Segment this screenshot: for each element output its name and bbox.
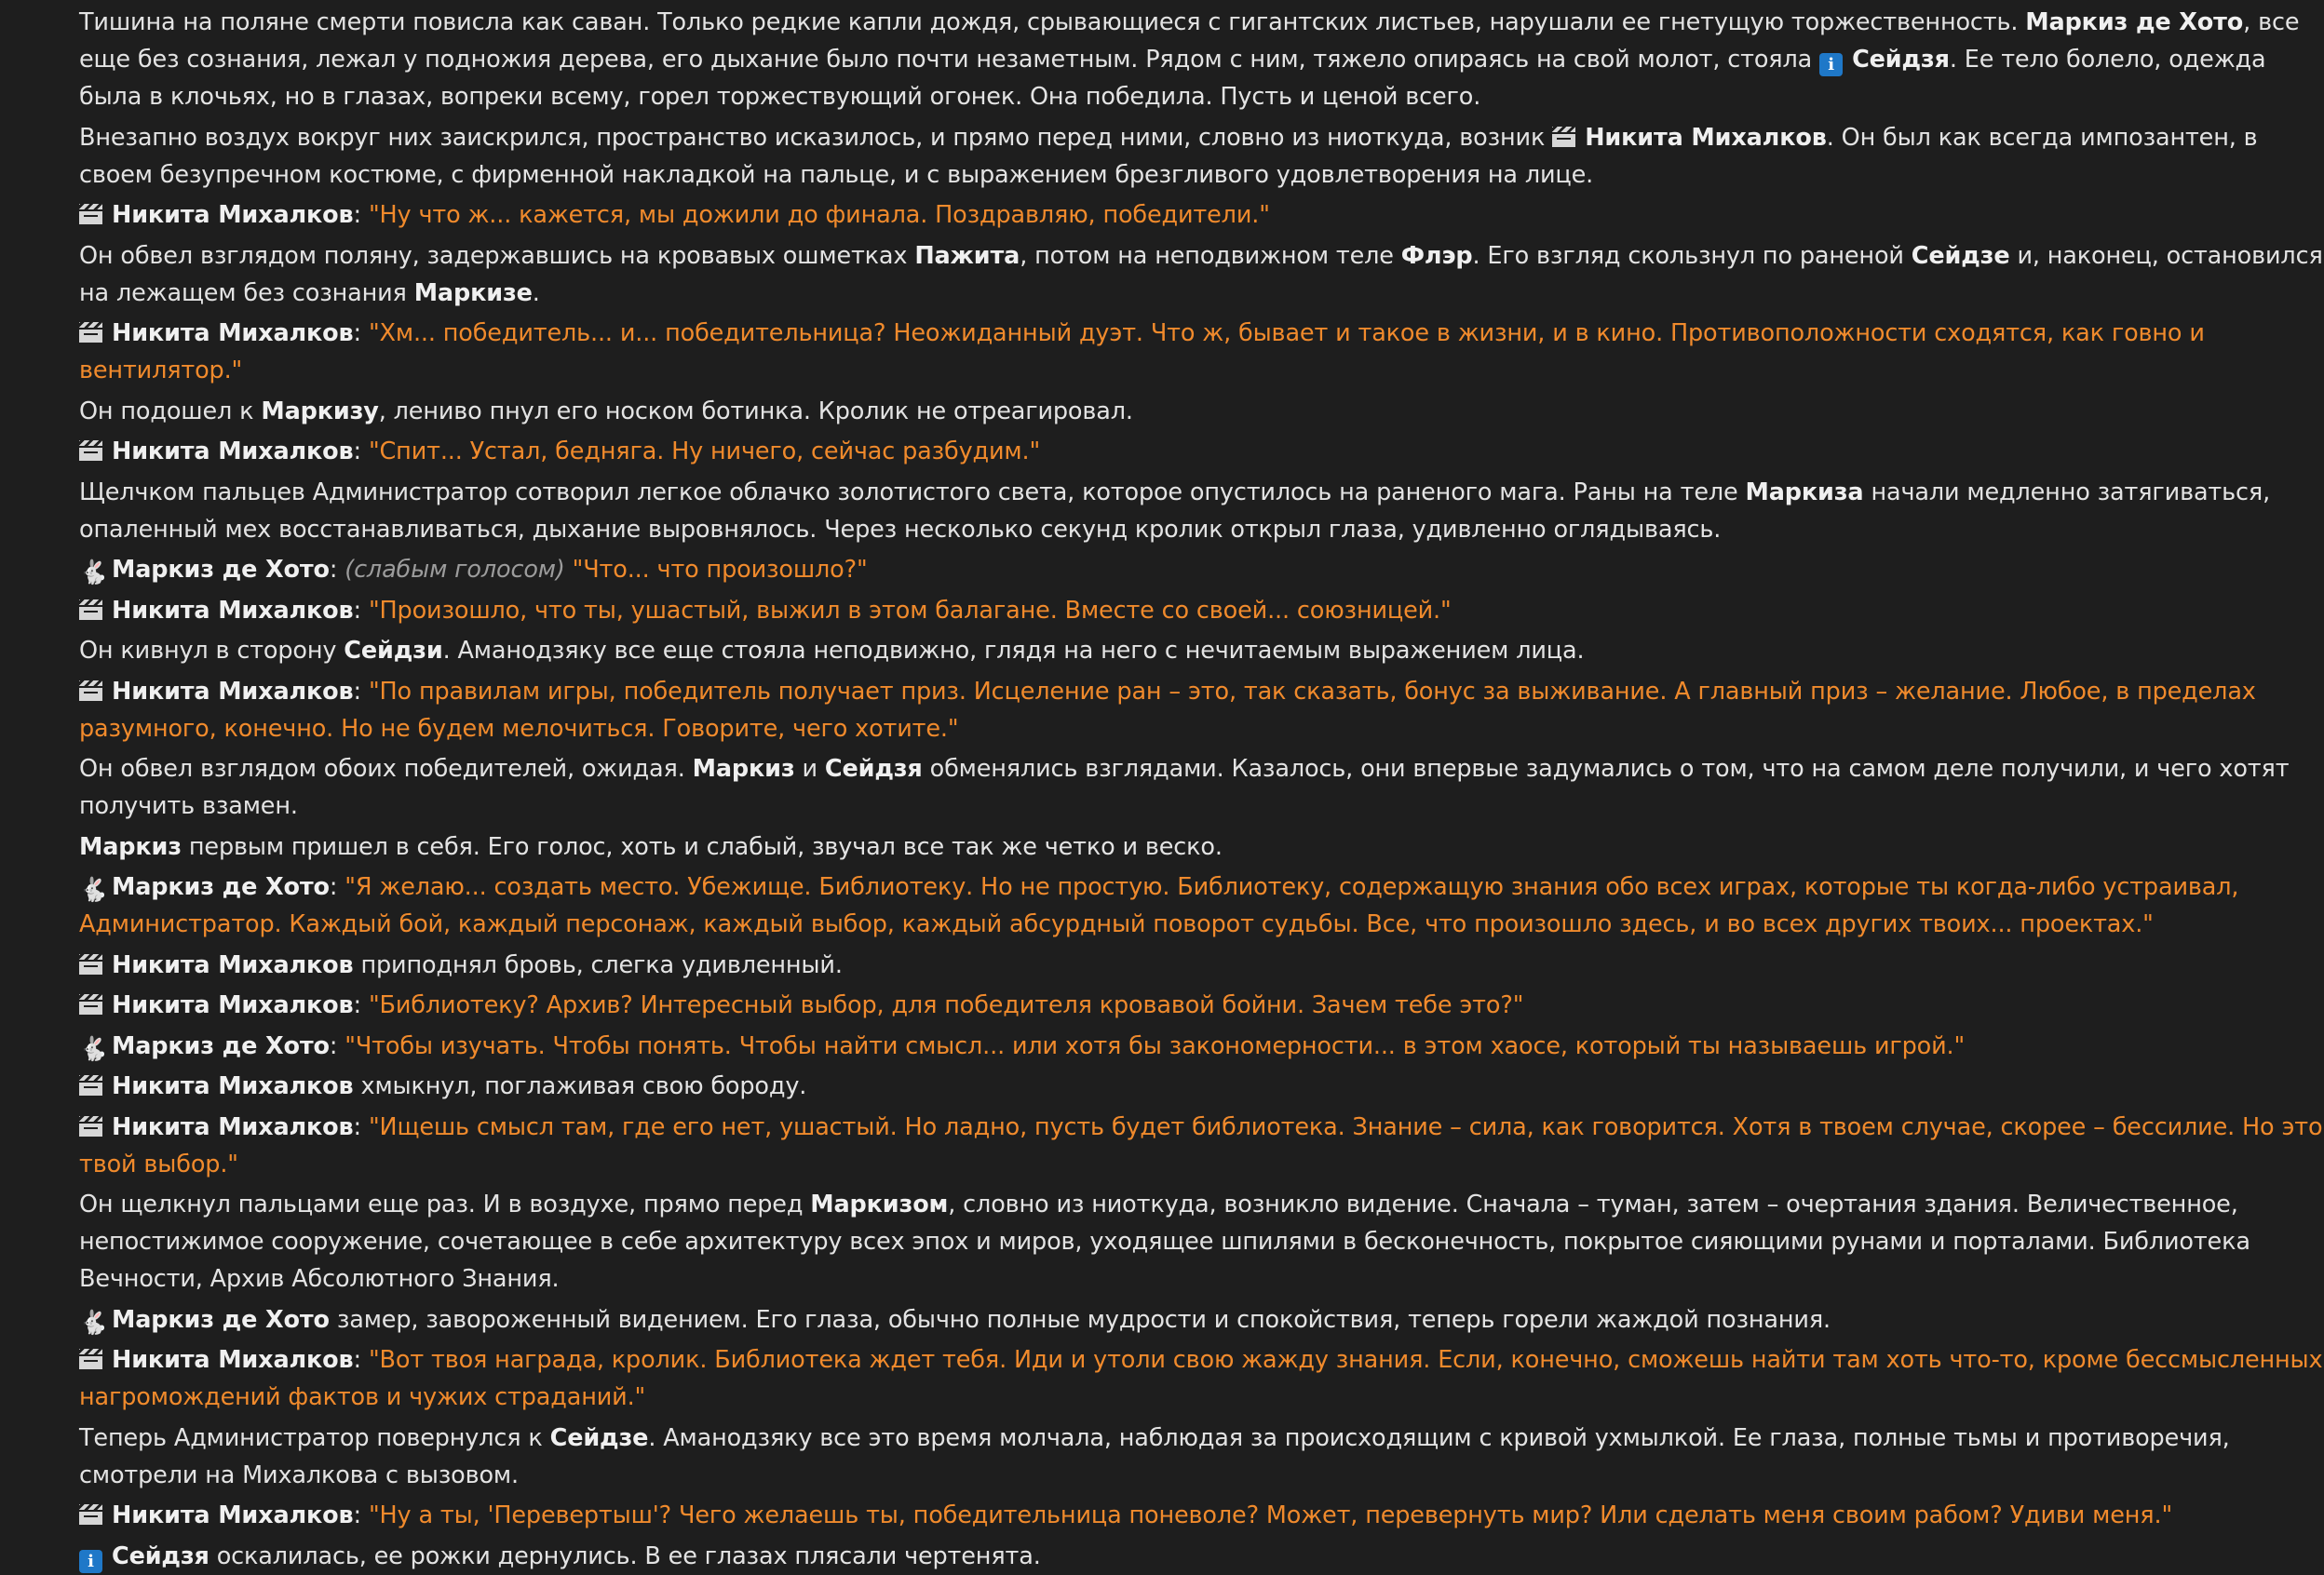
message xyxy=(79,237,2324,312)
message xyxy=(79,1186,2324,1298)
message xyxy=(79,393,2324,430)
narration-text: : xyxy=(329,556,345,584)
narration-text: и, наконец, остановился на лежащем без сознания xyxy=(79,241,2323,307)
narration-text: оскалилась, ее рожки дернулись. В ее глазах плясали чертенята. xyxy=(209,1541,1041,1570)
narration-text: замер, завороженный видением. Его глаза, обычно полные мудрости и спокойствия, теперь горели жаждой познания. xyxy=(329,1305,1831,1334)
message xyxy=(79,1538,2324,1575)
clapper-board-icon xyxy=(79,994,102,1015)
message xyxy=(79,592,2324,629)
clapper-board-icon xyxy=(79,599,102,620)
narration-text: : xyxy=(329,1031,345,1060)
speaker-name: Маркиз де Хото xyxy=(112,556,330,584)
clapper-board-icon xyxy=(79,1075,102,1096)
narration-text: Он обвел взглядом поляну, задержавшись на кровавых ошметках xyxy=(79,241,915,270)
narration-text: : xyxy=(329,873,345,901)
information-icon: i xyxy=(1819,53,1843,76)
message xyxy=(79,1420,2324,1494)
dialogue-quote: "Хм... победитель... и... победительница? Неожиданный дуэт. Что ж, бывает и такое в жизни, и в кино. Противоположности сходятся, как говно и вентилятор." xyxy=(79,319,2212,384)
dialogue-quote: "Ищешь смысл там, где его нет, ушастый. Но ладно, пусть будет библиотека. Знание – сила, как говорится. Хотя в твоем случае, скорее – бессилие. Но это твой выбор." xyxy=(79,1112,2323,1178)
dialogue-quote: "Библиотеку? Архив? Интересный выбор, для победителя кровавой бойни. Зачем тебе это?" xyxy=(368,991,1524,1019)
narration-text: приподнял бровь, слегка удивленный. xyxy=(353,950,843,979)
narration-text: : xyxy=(353,596,369,625)
dialogue-quote: "Ну а ты, 'Перевертыш'? Чего желаешь ты, победительница поневоле? Может, перевернуть мир? Или сделать меня своим рабом? Удиви меня." xyxy=(368,1501,2173,1529)
narration-text: первым пришел в себя. Его голос, хоть и слабый, звучал все так же четко и веско. xyxy=(181,832,1223,861)
speaker-name: Флэр xyxy=(1400,241,1473,270)
speaker-name: Сейдзе xyxy=(1911,241,2010,270)
speaker-name: Маркиз де Хото xyxy=(112,1305,330,1334)
narration-text: : xyxy=(353,1346,369,1374)
narration-text: : xyxy=(353,319,369,347)
dialogue-quote: "Ну что ж... кажется, мы дожили до финала. Поздравляю, победители." xyxy=(368,201,1270,229)
speaker-name: Маркиз xyxy=(692,755,795,783)
message xyxy=(79,315,2324,389)
speaker-name: Маркиз xyxy=(79,832,182,861)
narration-text: : xyxy=(353,438,369,465)
dialogue-quote: "По правилам игры, победитель получает приз. Исцеление ран – это, так сказать, бонус за выживание. А главный приз – желание. Любое, в пределах разумного, конечно. Но не будем мелочиться. Говорите, чего хотите." xyxy=(79,677,2263,743)
narration-text: Он щелкнул пальцами еще раз. И в воздухе, прямо перед xyxy=(79,1191,811,1218)
narration-text: , словно из ниоткуда, возникло видение. Сначала – туман, затем – очертания здания. Величественное, непостижимое сооружение, сочетающее в себе архитектуру всех эпох и миров, уходящее шпилями в бесконечность, покрытое сияющими рунами и порталами. Библиотека Вечности, Архив Абсолютного Знания. xyxy=(79,1191,2258,1293)
narration-text: начали медленно затягиваться, опаленный мех восстанавливаться, дыхание выровнялось. Через несколько секунд кролик открыл глаза, удивленно оглядываясь. xyxy=(79,478,2277,544)
message xyxy=(79,433,2324,470)
narration-text: Щелчком пальцев Администратор сотворил легкое облачко золотистого света, которое опустилось на раненого мага. Раны на теле xyxy=(79,478,1746,506)
message xyxy=(79,1068,2324,1105)
speaker-name: Никита Михалков xyxy=(1585,123,1827,152)
message xyxy=(79,1301,2324,1339)
clapper-board-icon xyxy=(79,1116,102,1137)
rabbit-icon: 🐇 xyxy=(79,1308,108,1336)
rabbit-icon: 🐇 xyxy=(79,876,108,903)
message xyxy=(79,1109,2324,1183)
clapper-board-icon xyxy=(79,440,102,461)
speaker-name: Никита Михалков xyxy=(112,677,354,706)
clapper-board-icon xyxy=(1552,127,1575,147)
narration-text: . Его взгляд скользнул по раненой xyxy=(1472,241,1912,270)
stage-direction: (слабым голосом) xyxy=(345,556,565,584)
dialogue-quote: "Чтобы изучать. Чтобы понять. Чтобы найти смысл... или хотя бы закономерности... в этом хаосе, который ты называешь игрой." xyxy=(345,1031,1966,1060)
narration-text: и xyxy=(794,755,825,783)
narration-text: . Ее тело болело, одежда была в клочьях, но в глазах, вопреки всему, горел торжествующий огонек. Она победила. Пусть и ценой всего. xyxy=(79,46,2274,111)
narration-text: . Аманодзяку все это время молчала, наблюдая за происходящим с кривой ухмылкой. Ее глаза, полные тьмы и противоречия, смотрели на Михалкова с вызовом. xyxy=(79,1423,2237,1489)
speaker-name: Никита Михалков xyxy=(112,596,354,625)
speaker-name: Никита Михалков xyxy=(112,438,354,465)
narration-text xyxy=(565,556,573,584)
speaker-name: Маркиз де Хото xyxy=(112,873,330,901)
message xyxy=(79,1028,2324,1065)
speaker-name: Сейдзи xyxy=(344,637,443,665)
narration-text: Он обвел взглядом обоих победителей, ожидая. xyxy=(79,755,693,783)
speaker-name: Пажита xyxy=(914,241,1020,270)
speaker-name: Никита Михалков xyxy=(112,950,354,979)
narration-text: . Он был как всегда импозантен, в своем безупречном костюме, с фирменной накладкой на пальце, и с выражением брезгливого удовлетворения на лице. xyxy=(79,123,2265,189)
dialogue-quote: "Я желаю... создать место. Убежище. Библиотеку. Но не простую. Библиотеку, содержащую знания обо всех играх, которые ты когда-либо устраивал, Администратор. Каждый бой, каждый персонаж, каждый выбор, каждый абсурдный поворот судьбы. Все, что произошло здесь, и во всех других твоих... проектах." xyxy=(79,873,2247,938)
speaker-name: Маркиз де Хото xyxy=(112,1031,330,1060)
speaker-name: Сейдзя xyxy=(824,755,923,783)
dialogue-quote: "Спит... Устал, бедняга. Ну ничего, сейчас разбудим." xyxy=(368,438,1041,465)
dialogue-quote: "Произошло, что ты, ушастый, выжил в этом балагане. Вместе со своей... союзницей." xyxy=(368,596,1452,625)
message xyxy=(79,673,2324,747)
message xyxy=(79,632,2324,669)
narration-text: . Аманодзяку все еще стояла неподвижно, глядя на него с нечитаемым выражением лица. xyxy=(442,637,1585,665)
message xyxy=(79,947,2324,984)
narration-text: : xyxy=(353,1112,369,1141)
message xyxy=(79,474,2324,548)
narration-text: . xyxy=(532,278,540,307)
dialogue-quote: "Вот твоя награда, кролик. Библиотека ждет тебя. Иди и утоли свою жажду знания. Если, конечно, сможешь найти там хоть что-то, кроме бессмысленных нагромождений фактов и чужих страданий." xyxy=(79,1346,2323,1411)
speaker-name: Сейдзе xyxy=(549,1423,649,1452)
narration-text: , потом на неподвижном теле xyxy=(1020,241,1401,270)
narration-text: хмыкнул, поглаживая свою бороду. xyxy=(353,1072,807,1100)
narration-text: : xyxy=(353,991,369,1019)
clapper-board-icon xyxy=(79,954,102,975)
message xyxy=(79,119,2324,194)
narration-text: Внезапно воздух вокруг них заискрился, пространство исказилось, и прямо перед ними, словно из ниоткуда, возник xyxy=(79,123,1553,152)
speaker-name: Маркизе xyxy=(413,278,533,307)
message xyxy=(79,750,2324,825)
message xyxy=(79,4,2324,115)
message xyxy=(79,1341,2324,1416)
message xyxy=(79,987,2324,1024)
speaker-name: Никита Михалков xyxy=(112,319,354,347)
message xyxy=(79,828,2324,866)
speaker-name: Маркиз де Хото xyxy=(2025,8,2244,36)
narration-text: : xyxy=(353,1501,369,1529)
speaker-name: Маркизу xyxy=(261,397,379,425)
narration-text: обменялись взглядами. Казалось, они впервые задумались о том, что на самом деле получили, и чего хотят получить взамен. xyxy=(79,755,2297,820)
clapper-board-icon xyxy=(79,1349,102,1369)
clapper-board-icon xyxy=(79,204,102,224)
clapper-board-icon xyxy=(79,680,102,701)
message xyxy=(79,1497,2324,1534)
speaker-name: Маркизом xyxy=(810,1191,949,1218)
clapper-board-icon xyxy=(79,1504,102,1525)
clapper-board-icon xyxy=(79,322,102,343)
narration-text: , лениво пнул его носком ботинка. Кролик не отреагировал. xyxy=(378,397,1133,425)
speaker-name: Никита Михалков xyxy=(112,1112,354,1141)
speaker-name: Никита Михалков xyxy=(112,201,354,229)
message xyxy=(79,196,2324,234)
speaker-name: Сейдзя xyxy=(1852,46,1950,74)
speaker-name: Никита Михалков xyxy=(112,1072,354,1100)
narration-text: Он подошел к xyxy=(79,397,262,425)
message xyxy=(79,551,2324,588)
dialogue-quote: "Что... что произошло?" xyxy=(572,556,868,584)
message xyxy=(79,868,2324,943)
speaker-name: Никита Михалков xyxy=(112,1501,354,1529)
speaker-name: Сейдзя xyxy=(112,1541,209,1570)
narration-text: : xyxy=(353,201,369,229)
speaker-name: Никита Михалков xyxy=(112,1346,354,1374)
narration-text: Он кивнул в сторону xyxy=(79,637,345,665)
speaker-name: Маркиза xyxy=(1745,478,1864,506)
rabbit-icon: 🐇 xyxy=(79,559,108,586)
speaker-name: Никита Михалков xyxy=(112,991,354,1019)
narration-text: Теперь Администратор повернулся к xyxy=(79,1423,550,1452)
rabbit-icon: 🐇 xyxy=(79,1034,108,1062)
information-icon: i xyxy=(79,1550,102,1573)
narration-text: : xyxy=(353,677,369,706)
narration-text: Тишина на поляне смерти повисла как саван. Только редкие капли дождя, срывающиеся с гигантских листьев, нарушали ее гнетущую торжественность. xyxy=(79,8,2026,36)
narration-text: , все еще без сознания, лежал у подножия дерева, его дыхание было почти незаметным. Рядом с ним, тяжело опираясь на свой молот, стояла xyxy=(79,8,2307,74)
